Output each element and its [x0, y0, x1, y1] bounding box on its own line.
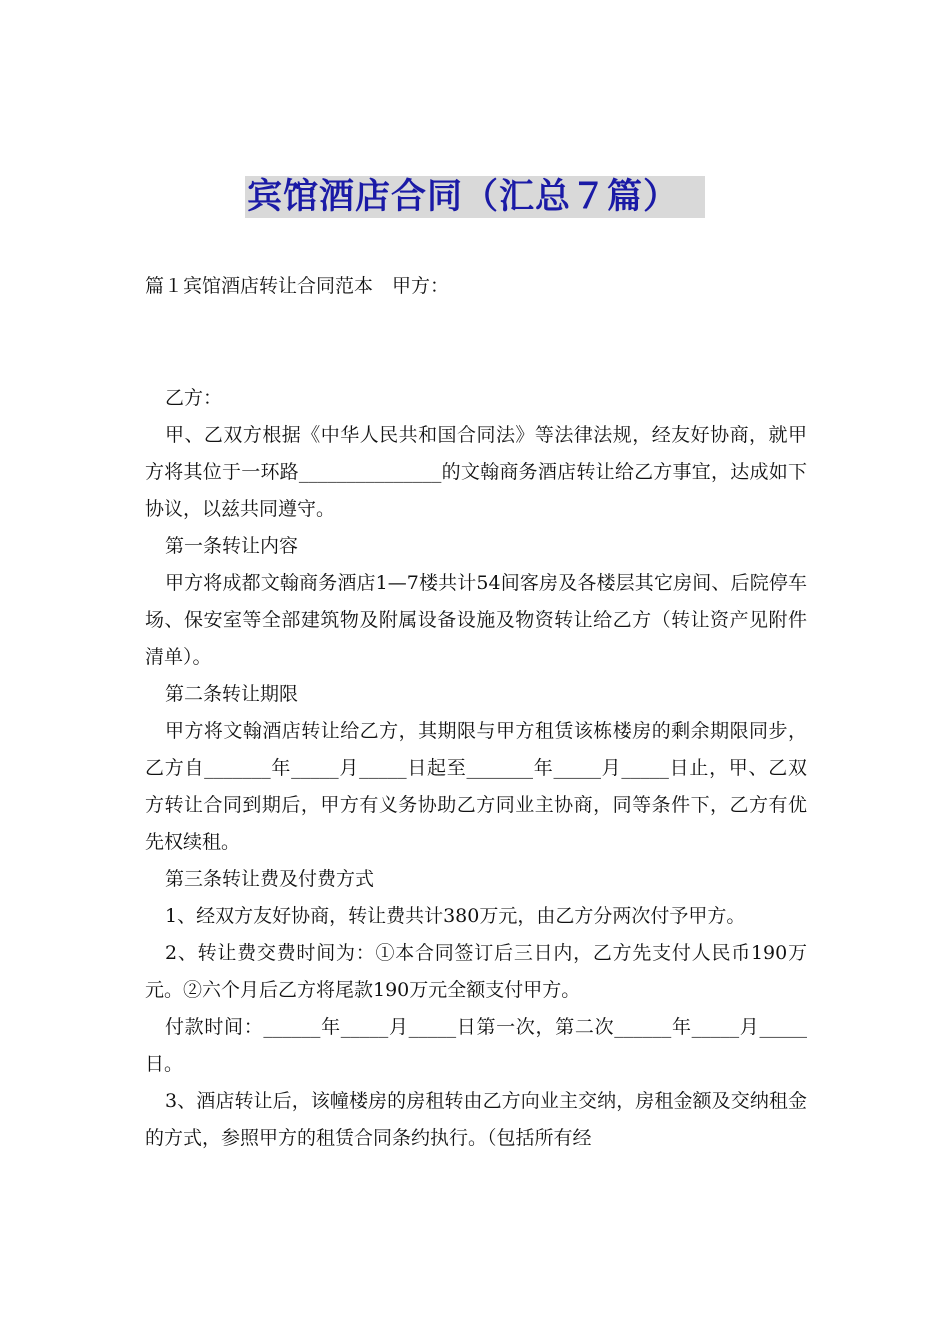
article-1-heading: 第一条转让内容: [165, 535, 299, 557]
section-heading: 篇１宾馆酒店转让合同范本 甲方：: [145, 275, 450, 297]
article-3-item-3: 3、酒店转让后，该幢楼房的房租转由乙方向业主交纳，房租金额及交纳租金的方式，参照甲方的租赁合同条约执行。（包括所有经: [145, 1090, 807, 1149]
article-3-heading: 第三条转让费及付费方式: [165, 868, 375, 890]
title-area: [0, 176, 950, 218]
party-b-line: 乙方：: [165, 387, 223, 409]
document-title: 宾馆酒店合同（汇总７篇）: [245, 176, 705, 218]
article-3-item-1: 1、经双方友好协商，转让费共计380万元，由乙方分两次付予甲方。: [165, 905, 746, 927]
article-3-item-2: 2、转让费交费时间为：①本合同签订后三日内，乙方先支付人民币190万元。②六个月后乙方将尾款190万元全额支付甲方。: [145, 942, 807, 1001]
payment-time-paragraph: 付款时间：______年_____月_____日第一次，第二次______年_____月_____日。: [145, 1016, 807, 1075]
article-2-heading: 第二条转让期限: [165, 683, 299, 705]
article-2-paragraph: 甲方将文翰酒店转让给乙方，其期限与甲方租赁该栋楼房的剩余期限同步，乙方自_______年_____月_____日起至_______年_____月_____日止，甲、乙双方转让合同到期后，甲方有义务协助乙方同业主协商，同等条件下，乙方有优先权续租。: [145, 720, 807, 853]
document-body: [145, 380, 807, 1157]
preamble-paragraph: 甲、乙双方根据《中华人民共和国合同法》等法律法规，经友好协商，就甲方将其位于一环路_______________的文翰商务酒店转让给乙方事宜，达成如下协议，以兹共同遵守。: [145, 424, 807, 520]
article-1-paragraph: 甲方将成都文翰商务酒店1—7楼共计54间客房及各楼层其它房间、后院停车场、保安室等全部建筑物及附属设备设施及物资转让给乙方（转让资产见附件清单）。: [145, 572, 807, 668]
